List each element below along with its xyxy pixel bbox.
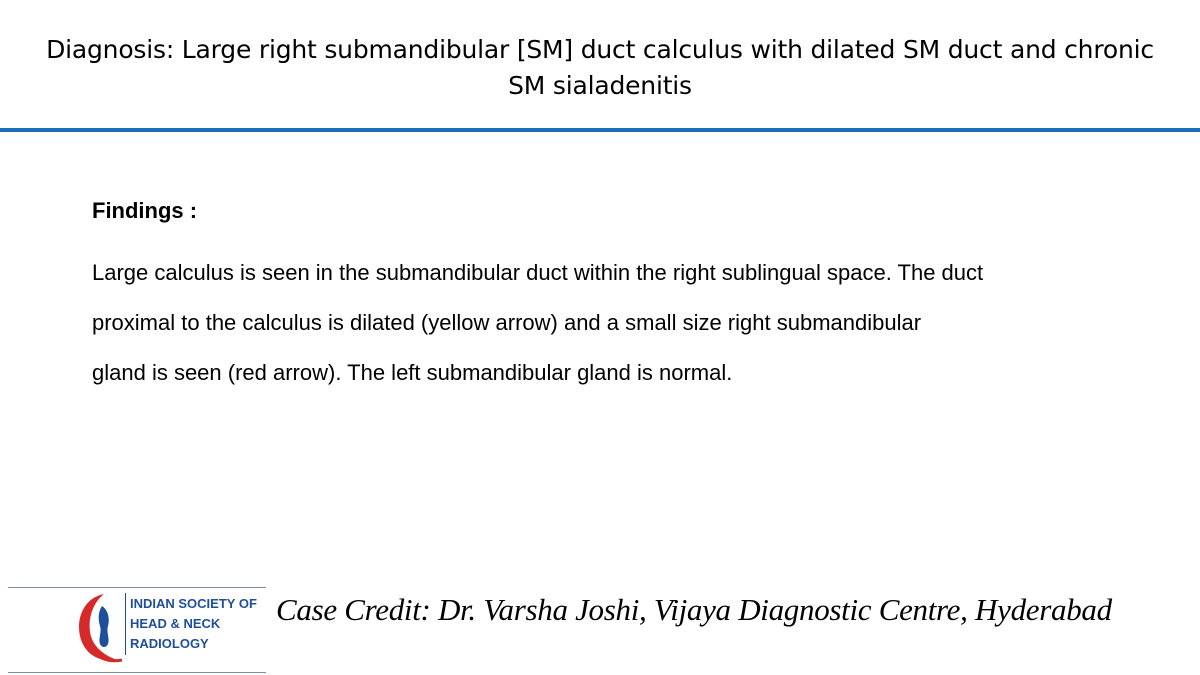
- logo-line-1: INDIAN SOCIETY OF: [130, 596, 257, 611]
- logo-bottom-rule: [8, 672, 266, 673]
- logo-divider: [125, 593, 126, 655]
- findings-heading: Findings :: [92, 198, 198, 223]
- head-neck-silhouette-icon: [74, 590, 126, 668]
- logo-top-rule: [8, 587, 266, 588]
- slide-title: Diagnosis: Large right submandibular [SM] duct calculus with dilated SM duct and chronic SM sialadenitis: [46, 35, 1154, 100]
- society-logo-text: [130, 594, 257, 654]
- logo-line-2: HEAD & NECK: [130, 616, 221, 631]
- findings-line-2: proximal to the calculus is dilated (yellow arrow) and a small size right submandibular: [92, 310, 922, 335]
- findings-line-3: gland is seen (red arrow). The left submandibular gland is normal.: [92, 360, 733, 385]
- case-credit: Case Credit: Dr. Varsha Joshi, Vijaya Diagnostic Centre, Hyderabad: [276, 592, 1112, 627]
- logo-line-3: RADIOLOGY: [130, 636, 209, 651]
- title-divider: [0, 128, 1200, 132]
- findings-line-1: Large calculus is seen in the submandibular duct within the right sublingual space. The duct: [92, 260, 984, 285]
